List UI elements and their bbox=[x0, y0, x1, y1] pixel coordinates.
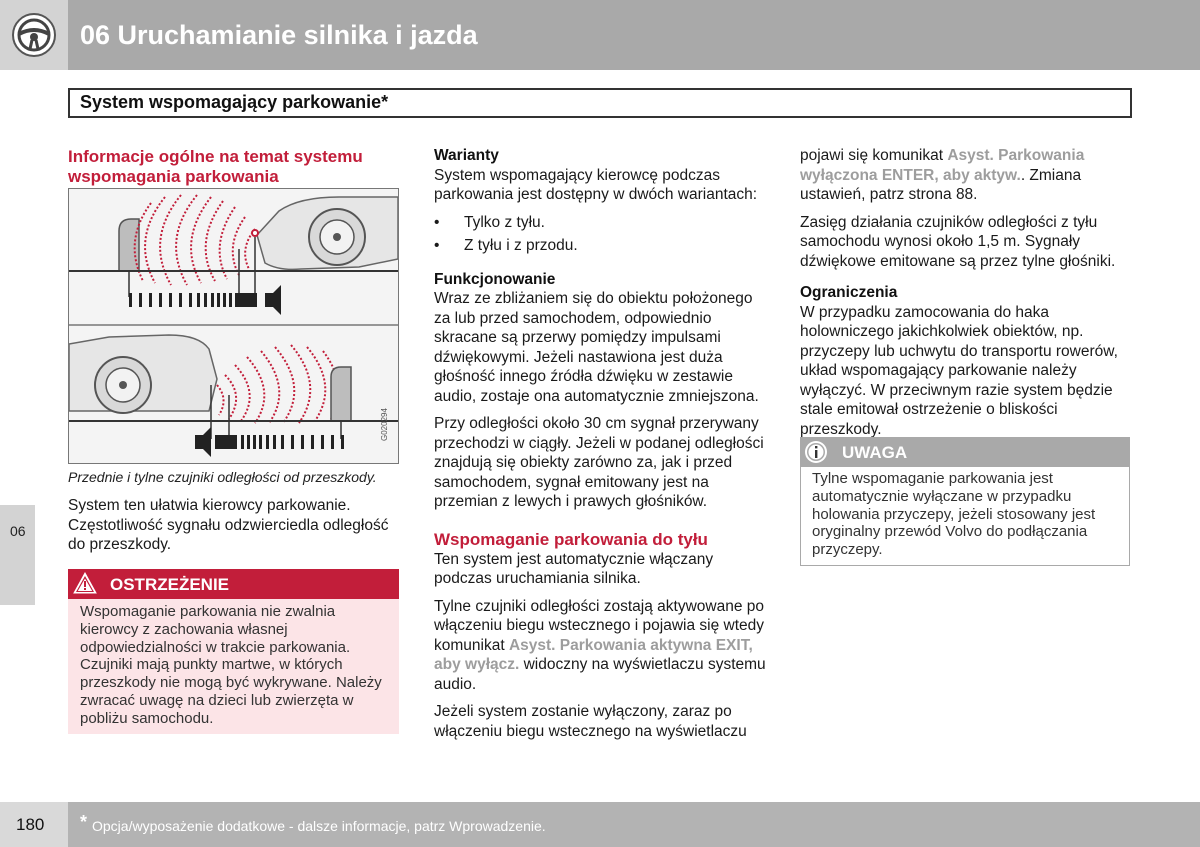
list-item: • Z tyłu i z przodu. bbox=[434, 236, 766, 256]
note-text: Tylne wspomaganie parkowania jest automatycznie wyłączane w przypadku holowania przyczepy, jeżeli stosowany jest oryginalny przewód Volvo do podłączania przyczepy. bbox=[812, 470, 1096, 559]
intro-paragraph: System ten ułatwia kierowcy parkowanie. Częstotliwość sygnału odzwierciedla odległość do przeszkody. bbox=[68, 497, 389, 553]
warning-text: Wspomaganie parkowania nie zwalnia kierowcy z zachowania własnej odpowiedzialności w trakcie parkowania. Czujniki mają punkty martwe, w których przeszkody nie mogą być wykrywane. Należy zwracać uwagę na dzieci lub zwierzęta w pobliżu samochodu. bbox=[80, 603, 382, 727]
general-info-heading: Informacje ogólne na temat systemu wspomagania parkowania bbox=[68, 147, 363, 186]
variants-heading: Warianty bbox=[434, 147, 499, 164]
footnote-text: Opcja/wyposażenie dodatkowe - dalsze informacje, patrz Wprowadzenie. bbox=[92, 818, 546, 834]
section-title: System wspomagający parkowanie* bbox=[80, 92, 389, 112]
display-message-active: Asyst. Parkowania aktywna EXIT, aby wyłącz. bbox=[434, 636, 753, 673]
parking-sensor-figure bbox=[68, 188, 399, 464]
display-message-disabled: Asyst. Parkowania wyłączona ENTER, aby aktyw. bbox=[800, 147, 1085, 184]
footnote-star: * bbox=[80, 812, 88, 832]
distance-paragraph: Przy odległości około 30 cm sygnał przerywany przechodzi w ciągły. Jeżeli w podanej odległości znajdują się obiekty zarówno za, jak i przed samochodem, sygnał emitowany jest na przemian z lewych i prawych głośników. bbox=[434, 415, 764, 510]
chapter-side-tab bbox=[0, 505, 35, 605]
rear-activation-text-end: widoczny na wyświetlaczu systemu audio. bbox=[434, 656, 766, 693]
figure-caption: Przednie i tylne czujniki odległości od przeszkody. bbox=[68, 469, 377, 485]
info-icon bbox=[804, 440, 828, 464]
limits-text: W przypadku zamocowania do haka holowniczego jakichkolwiek obiektów, np. przyczepy lub uchwytu do transportu rowerów, układ wspomagający parkowanie należy wyłączyć. W przeciwnym razie system będzie stale emitował ostrzeżenie o bliskości przeszkody. bbox=[800, 303, 1118, 438]
rear-assist-text: Ten system jest automatycznie włączany podczas uruchamiania silnika. bbox=[434, 550, 714, 587]
variants-list bbox=[434, 213, 766, 256]
rear-activation-text: Tylne czujniki odległości zostają aktywowane po włączeniu biegu wstecznego i pojawia się wtedy komunikat bbox=[434, 597, 764, 654]
chapter-title: 06 Uruchamianie silnika i jazda bbox=[80, 20, 478, 50]
disabled-message-paragraph bbox=[800, 146, 1130, 205]
column-3 bbox=[800, 146, 1130, 439]
list-item: • Tylko z tyłu. bbox=[434, 213, 766, 233]
page-number: 180 bbox=[16, 815, 45, 834]
warning-title: OSTRZEŻENIE bbox=[110, 575, 230, 594]
rear-disabled-paragraph: Jeżeli system zostanie wyłączony, zaraz po włączeniu biegu wstecznego na wyświetlaczu bbox=[434, 703, 747, 740]
parking-sensor-illustration bbox=[69, 189, 398, 463]
disabled-message-text: pojawi się komunikat bbox=[800, 147, 948, 164]
function-text: Wraz ze zbliżaniem się do obiektu położonego za lub przed samochodem, odpowiednio skracane są przerwy pomiędzy impulsami dźwiękowymi. Jeżeli nastawiona jest duża głośność innego źródła dźwięku w zestawie audio, zostaje ona automatycznie zmniejszona. bbox=[434, 290, 759, 405]
figure-code: G020294 bbox=[380, 408, 389, 441]
range-paragraph: Zasięg działania czujników odległości z tyłu samochodu wynosi około 1,5 m. Sygnały dźwiękowe emitowane są przez tylne głośniki. bbox=[800, 213, 1116, 270]
limits-heading: Ograniczenia bbox=[800, 284, 898, 301]
steering-wheel-icon bbox=[11, 12, 57, 58]
disabled-message-text-end: . Zmiana ustawień, patrz strona 88. bbox=[800, 166, 1082, 203]
rear-activation-paragraph bbox=[434, 597, 766, 695]
warning-triangle-icon bbox=[73, 572, 97, 594]
note-title: UWAGA bbox=[842, 443, 908, 462]
chapter-side-tab-label: 06 bbox=[10, 523, 26, 539]
column-2 bbox=[434, 146, 766, 741]
function-heading: Funkcjonowanie bbox=[434, 270, 556, 288]
rear-assist-heading: Wspomaganie parkowania do tyłu bbox=[434, 529, 708, 549]
variants-text: System wspomagający kierowcę podczas parkowania jest dostępny w dwóch wariantach: bbox=[434, 166, 758, 203]
